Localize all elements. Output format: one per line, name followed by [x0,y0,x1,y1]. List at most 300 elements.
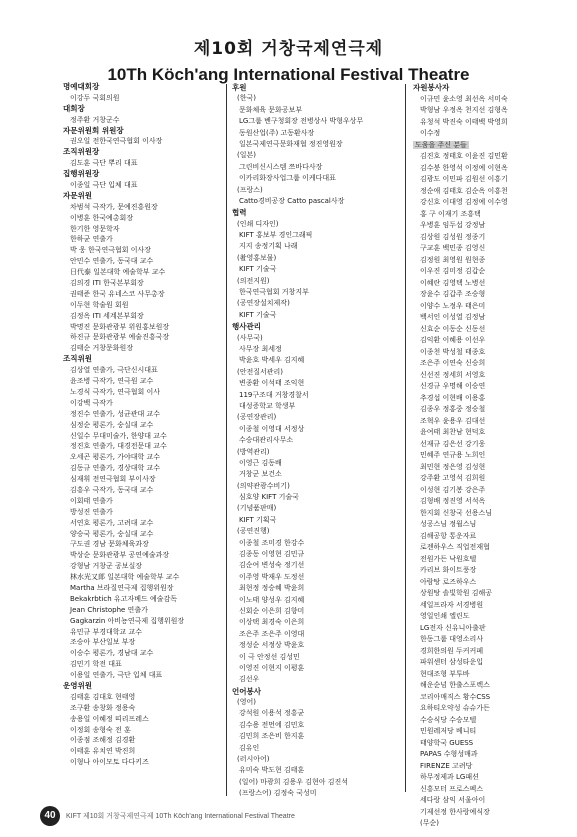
credit-line [63,224,233,235]
credit-text: 林水光又郞 일본대학 예술학부 교수 [70,573,180,582]
credit-text: (프랑스) [237,185,263,194]
credit-line [413,255,577,267]
credit-text: 한기한 영문학자 [70,224,120,233]
credit-line [232,196,402,207]
credit-line [413,381,577,393]
credit-text: 日代泰 일본대학 예술학부 교수 [70,268,166,277]
credit-text: 김종동 이영현 김민규 [239,550,305,559]
credit-line [413,312,577,324]
credit-text: 아람탕 로즈하우스 [420,577,477,586]
subsection-label [232,481,402,492]
page-header [0,34,577,85]
credit-text: 코리아매직스 황수CSS [420,692,491,701]
credit-line [413,634,577,646]
credit-line [63,659,233,670]
credit-text: (기념품판매) [237,504,277,513]
credit-text: 김정옥 ITI 세계본부회장 [70,311,144,320]
credit-line [413,508,577,520]
credit-text: 김민희 조은비 한지훈 [239,732,305,741]
credit-text: 하진규 문화관광부 예술진흥국장 [70,333,170,342]
credit-text: (일본) [237,151,256,160]
credit-line [413,163,577,175]
credits-column-2 [232,82,402,800]
subsection-label [232,503,402,514]
credit-text: 자문위원회 위원장 [63,125,124,135]
credit-text: 김태훈 김대호 현태영 [70,692,136,701]
subsection-label [232,219,402,230]
credit-line [232,629,402,640]
credit-line [413,669,577,681]
credit-text: 후원 [232,83,247,92]
subsection-label [232,253,402,264]
credit-line [63,409,233,420]
credit-line [232,788,402,799]
credit-line [63,594,233,605]
credit-text: 이종점 조해정 김경환 [70,736,136,745]
credit-text: 김민기 학전 대표 [70,660,122,669]
credit-text: 조직위원 [63,354,92,364]
credit-line [63,539,233,550]
credit-line [413,416,577,428]
credit-text: 이종철 조미경 한강수 [239,538,305,547]
credit-line [63,529,233,540]
credit-line [232,310,402,321]
credit-line [232,355,402,366]
credit-text: 김진호 정태호 이윤진 김민환 [420,152,508,160]
credit-line [63,158,233,169]
credit-text: 이병훈 한국예총회장 [70,213,134,222]
credit-line [232,708,402,719]
section-heading [63,354,233,365]
credit-line [63,441,233,452]
credit-line [232,241,402,252]
credit-text: 오세곤 평론가, 가야대학 교수 [70,453,161,462]
credit-text: KIFT 홍보부 경인그래픽 [239,231,313,240]
credit-text: 이영진 이현지 이평훈 [239,663,305,672]
credit-line [232,264,402,275]
credit-line [413,289,577,301]
credit-text: 백서인 이성열 김정남 [420,313,486,321]
credit-text: 경희한의원 두커커페 [420,646,484,655]
credit-text: 이카리화장사업그룹 이케다대표 [239,174,336,183]
credit-text: 김의경 ITI 한국본부회장 [70,279,144,288]
credit-line [63,561,233,572]
credit-text: FIRENZE 고려당 [420,761,473,770]
credit-text: 이노태 양성우 김지혜 [239,595,305,604]
credit-line [63,572,233,583]
credit-text: 수승식당 수승모텔 [420,715,477,724]
credit-text: 박윤호 박세우 김지혜 [239,356,305,365]
credit-line [232,515,402,526]
credit-line [232,287,402,298]
credit-line [63,735,233,746]
credit-text: Martha 브라질연극제 집행위원장 [70,583,174,592]
credit-line [232,606,402,617]
credit-text: 서연호 평론가, 고려대 교수 [70,518,154,527]
credit-line [63,757,233,768]
credit-line [413,738,577,750]
credit-line [63,278,233,289]
credit-line [413,715,577,727]
credit-text: 정주환 거창군수 [70,115,120,124]
credit-text: 카리브 화이트풍장 [420,566,477,574]
credit-line [413,726,577,738]
credit-text: 이수정 [420,129,441,137]
credit-line [413,209,577,221]
credit-text: 김유인 [239,743,260,752]
subsection-label [232,93,402,104]
credit-text: 유청석 박진숙 이태백 박영희 [420,117,508,126]
credit-text: 조은주 이연숙 신승희 [420,359,486,367]
credit-line [63,332,233,343]
credit-text: 해운순넘 한출스포렉스 [420,681,490,689]
credit-line [63,714,233,725]
credit-text: 자문위원 [63,190,92,200]
credit-text: 상원탕 솔빛학원 김해공 [420,589,493,597]
credit-line [413,795,577,807]
credit-text: (방역관리) [237,447,270,456]
credit-line [63,300,233,311]
credit-text: (러시아어) [237,755,270,764]
credit-text: 권오일 전한국연극협회 이사장 [70,137,163,146]
credit-line [63,463,233,474]
credit-line [63,376,233,387]
credit-line [413,485,577,497]
credit-text: 거창군 보건소 [239,470,282,479]
credit-text: (공연진행) [237,527,270,536]
credit-line [413,749,577,761]
credit-text: 신일수 무대미술가, 한양대 교수 [70,431,167,440]
credit-text: 강석원 이용석 정흥균 [239,709,305,718]
credit-text: (안전질서관리) [237,367,284,376]
credit-line [63,692,233,703]
credit-text: 박 웅 한국연극협회 이사장 [70,246,152,255]
credit-line [232,640,402,651]
credit-line [413,450,577,462]
credit-line [232,492,402,503]
credit-text: 윤여태 최찬남 현덕호 [420,428,486,436]
credit-line [413,680,577,692]
footer-text: KIFT 제10회 거창국제연극제 10Th Köch'ang International Festival Theatre [66,813,295,820]
credit-line [63,518,233,529]
credit-text: 언어봉사 [232,686,261,696]
credit-line [63,234,233,245]
credit-text: 정성순 서정상 박윤호 [239,641,305,650]
credit-text: 파워센터 삼성타운입 [420,658,484,666]
credit-line [413,243,577,255]
credit-text: 양승국 평론가, 숭실대 교수 [70,529,154,538]
credit-line [413,646,577,658]
credit-text: 동원산업(주) 고동환사장 [239,128,315,137]
credit-text: 이종일 극단 입체 대표 [70,181,138,190]
credit-text: 성공스님 정월스님 [420,520,477,528]
credit-line [413,232,577,244]
credit-text: Jean Christophe 연출가 [70,605,148,614]
subsection-label [232,447,402,458]
credit-text: 강형남 거창군 공보실장 [70,562,143,571]
credit-text: 정진수 연출가, 성균관대 교수 [70,409,161,418]
credit-text: 안민수 연출가, 동국대 교수 [70,257,154,266]
credit-line [232,595,402,606]
credit-line [63,452,233,463]
credit-line [232,652,402,663]
credit-text: 변종환 이석태 조익현 [239,379,305,388]
credit-text: 지지 송정기획 나래 [239,242,298,251]
credit-line [232,105,402,116]
credit-text: 김도훈 극단 뿌리 대표 [70,159,138,168]
section-heading [63,169,233,180]
credit-line [232,458,402,469]
credit-text: 방성진 연출가 [70,507,113,516]
credit-line [413,588,577,600]
credit-text: 조승아 부산일보 부장 [70,638,136,647]
section-heading [232,207,402,218]
credit-line [63,387,233,398]
title-korean: 제10회 거창국제연극제 [193,39,384,59]
section-heading [63,82,233,93]
credit-text: 대회장 [63,103,85,113]
credit-line [63,496,233,507]
credit-text: 신경규 우명해 이승연 [420,382,486,390]
credit-text: (영어) [237,698,256,707]
credit-line [413,94,577,106]
credit-text: 김상원 김성원 정종기 [420,232,486,241]
credit-text: 조직위원장 [63,147,100,157]
credit-text: KIFT 기획국 [239,515,277,524]
credit-line [413,542,577,554]
credit-text: (프랑스어) 김정숙 국성미 [239,789,317,798]
credit-text: 이용일 연출가, 극단 입체 대표 [70,671,163,680]
credit-text: 김순여 변성숙 정기선 [239,561,305,570]
subsection-label [232,526,402,537]
credit-text: 이양수 노정우 태은미 [420,301,486,310]
credit-text: 한동그룹 대영소리사 [420,635,484,643]
credit-line [63,398,233,409]
credit-text: 이강두 국회의원 [70,93,120,102]
credit-line [232,538,402,549]
credit-line [232,560,402,571]
credit-text: 김태순 거창문화원장 [70,344,134,353]
title-english: 10Th Köch'ang International Festival Theatre [107,65,470,84]
credit-text: 조혁우 윤용우 김대선 [420,416,486,425]
credit-text: 심정순 평론가, 숭실대 교수 [70,420,154,429]
credit-line [63,202,233,213]
credit-text: 협력 [232,208,247,218]
credit-line [232,401,402,412]
credit-line [63,507,233,518]
credit-line [413,370,577,382]
credit-text: 구도권 경남 문화체육과장 [70,540,149,549]
credit-line [413,692,577,704]
credit-text: (촬영홍보물) [237,253,277,262]
section-heading [63,681,233,692]
credit-line [63,115,233,126]
credit-line [232,469,402,480]
credit-line [63,583,233,594]
credit-text: 장윤수 김갑주 조승형 [420,290,486,298]
subsection-label [232,150,402,161]
credit-text: 사무장 최세정 [239,344,282,353]
credit-text: (의전지원) [237,276,270,285]
credit-line [413,186,577,198]
credit-text: 신효순 이동순 신동선 [420,324,486,333]
credit-line [63,136,233,147]
credit-line [63,289,233,300]
credit-text: 이강백 극작가 [70,398,113,407]
credit-text: 김정원 최영원 원현종 [420,255,486,264]
credit-line [63,550,233,561]
subsection-label [232,754,402,765]
credit-line [413,554,577,566]
credit-text: 유미숙 박도현 김태훈 [239,766,305,775]
credit-line [413,427,577,439]
credit-text: 노경식 극작가, 연극협회 이사 [70,387,161,396]
credit-line [413,577,577,589]
subsection-label [232,276,402,287]
credit-text: 정진호 연출가, 대경전문대 교수 [70,442,167,451]
credit-text: 조구환 송창화 정용숙 [70,703,136,712]
credit-line [413,623,577,635]
credit-text: 김수붕 한영석 이정예 이현옥 [420,163,508,172]
credit-line [63,703,233,714]
credit-text: (무순) [420,819,439,827]
credit-line [63,474,233,485]
section-heading [232,686,402,697]
subsection-label [232,367,402,378]
credit-text: 이영근 김동배 [239,458,282,467]
credit-text: 로젠하우스 직업전재협 [420,543,490,551]
highlighted-heading [413,140,577,152]
credit-line [232,344,402,355]
credit-text: 이주영 박재우 도정선 [239,572,305,581]
credit-text: 도움을 주신 분들 [415,140,467,149]
credit-line [413,174,577,186]
credit-line [63,213,233,224]
credit-line [413,117,577,129]
credit-text: 영일인쇄 엘린도 [420,612,470,620]
credit-text: (공연장관리) [237,413,277,422]
credit-line [232,549,402,560]
credit-line [413,761,577,773]
credit-line [232,617,402,628]
credit-line [63,365,233,376]
credit-text: 이정회 송형숙 전 훈 [70,725,131,734]
credit-line [413,519,577,531]
credit-line [413,462,577,474]
credit-line [413,703,577,715]
credit-line [63,245,233,256]
credit-text: 박형남 우정옥 천지선 김형옥 [420,106,508,114]
section-heading [413,82,577,94]
credit-text: Catto경비공장 Catto pascal사장 [239,196,345,205]
credit-text: 119구조대 거창경찰서 [239,390,309,399]
credit-text: Gagkarzin 아비뇽연극제 집행위원장 [70,616,185,625]
credit-line [413,404,577,416]
subsection-label [232,333,402,344]
credit-text: 현대조형 부투바 [420,669,470,678]
credit-text: 윤조병 극작가, 연극원 교수 [70,377,154,386]
credit-text: 요하티오약성 슈슈가든 [420,704,490,712]
credit-text: 유민규 부경대학교 교수 [70,627,143,636]
credit-line [63,605,233,616]
credit-text: 송용일 이혜정 띠리프레스 [70,714,149,723]
credit-text: (의약관광수비기) [237,481,290,490]
credit-text: 차범석 극작가, 문예진흥원장 [70,202,158,211]
credit-text: 조은주 조은주 이영대 [239,629,305,638]
credit-line [63,637,233,648]
subsection-label [232,412,402,423]
credit-text: 박상순 문화관광부 공연예술과장 [70,551,170,560]
credit-text: 이종천 박성철 태종호 [420,347,486,356]
credit-text: 이종철 이영대 서정상 [239,424,305,433]
credit-line [413,358,577,370]
credit-line [413,324,577,336]
credit-line [232,583,402,594]
credit-line [232,139,402,150]
credit-text: 대성증학교 학생부 [239,401,296,410]
credit-text: 집행위원장 [63,169,100,179]
credit-text: (한국) [237,94,256,103]
credit-text: KIFT 기술국 [239,310,277,319]
credit-text: 전원가든 낙원호텔 [420,554,477,563]
credit-line [232,116,402,127]
section-heading [232,82,402,93]
credit-line [232,173,402,184]
credit-text: 이규민 윤소영 최선옥 서미숙 [420,94,508,103]
credit-line [413,151,577,163]
credit-line [232,128,402,139]
credit-text: 일본국제연극문화재협 정진영원장 [239,139,343,148]
credit-text: 기제선정 한사랑예식장 [420,807,490,816]
credit-line [232,230,402,241]
credit-text: 정순애 김태호 김순옥 이흥천 [420,186,508,195]
credit-line [232,743,402,754]
credit-text: 김동규 연출가, 경상대학 교수 [70,464,161,473]
credit-text: 권태준 한국 유네스코 사무총장 [70,289,165,298]
subsection-label [232,185,402,196]
credit-text: LG그룹 벤구청회장 전병상사 박형우상무 [239,117,364,126]
credit-text: Bekakrbtich 유고자베드 예술감독 [70,594,177,603]
credit-text: 김형배 정진영 서석옥 [420,497,486,505]
credit-text: 민원레저당 베니티 [420,727,477,735]
credit-text: (공연장설치제작) [237,299,290,308]
credit-line [413,105,577,117]
credit-line [413,496,577,508]
credit-text: 수승대관리사무소 [239,436,294,445]
credit-text: 문화체육 문화공보부 [239,105,303,114]
credit-line [63,648,233,659]
credit-line [63,627,233,638]
credit-line [413,197,577,209]
credit-line [232,731,402,742]
credit-text: 우병훈 임두섭 강정남 [420,221,486,229]
credit-text: 이 극 안정선 김성민 [239,652,300,661]
credit-text: 심재휘 전연극협회 부이사장 [70,475,156,484]
credit-line [232,390,402,401]
credit-text: LG전자 신유니아출판 [420,623,486,632]
credit-text: 이상택 최경숙 이은희 [239,618,305,627]
credit-text: 자원봉사자 [413,83,450,92]
credit-text: 최현정 정승혜 박윤희 [239,584,305,593]
credit-line [232,777,402,788]
credit-line [232,162,402,173]
credit-text: (일어) 마광희 김용우 김현아 김진석 [239,777,349,786]
credit-line [413,657,577,669]
credit-text: 김익환 이혜용 이선우 [420,336,486,344]
credit-text: 이승수 평론가, 경남대 교수 [70,649,154,658]
credit-line [232,720,402,731]
credit-text: 강주환 고영석 김희원 [420,474,486,482]
